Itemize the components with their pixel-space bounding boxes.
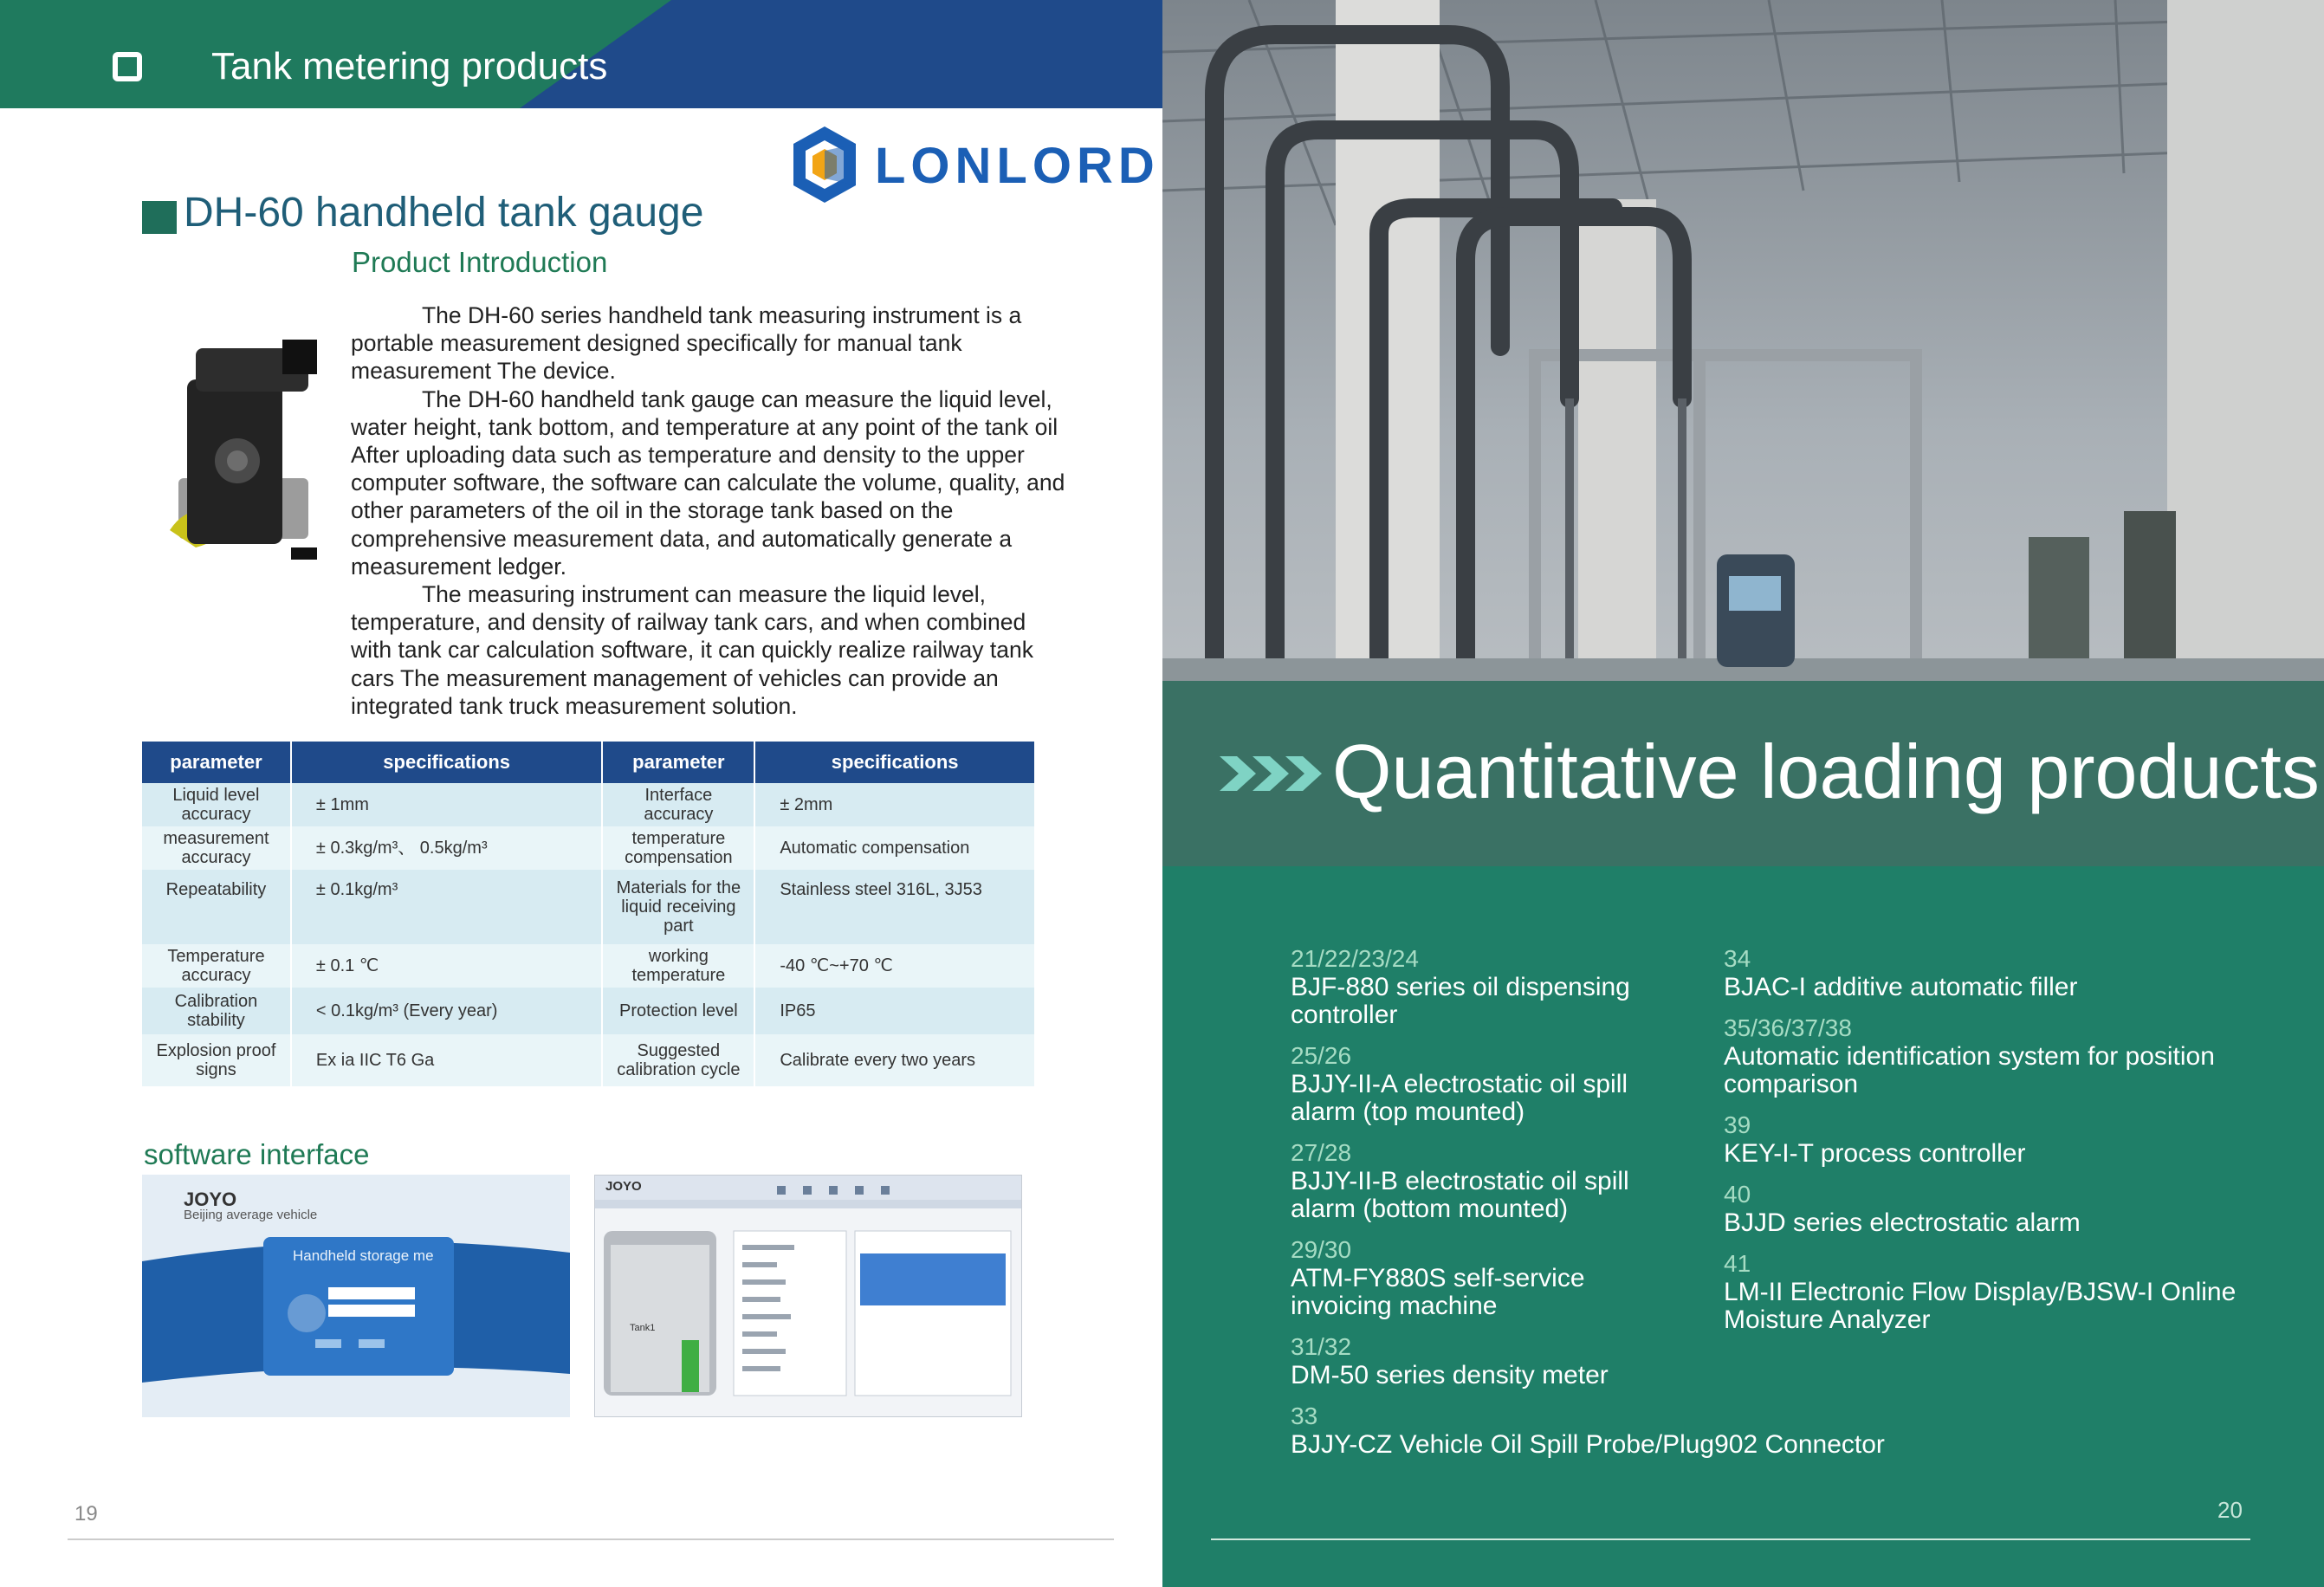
- page-number: 20: [2217, 1497, 2243, 1523]
- spec-table: [142, 742, 1036, 1086]
- toc-column-right: [1724, 944, 2243, 1346]
- login-title: Handheld storage me: [293, 1247, 434, 1264]
- table-header-row: [142, 742, 1035, 783]
- toc-page-range: 34: [1724, 945, 1751, 972]
- logo-text: LONLORD: [875, 138, 1160, 194]
- product-marker-icon: [142, 201, 177, 234]
- table-cell: measurement accuracy: [142, 826, 291, 870]
- triple-chevron-icon: [1220, 743, 1332, 804]
- table-cell: Ex ia IIC T6 Ga: [291, 1034, 603, 1086]
- tank-label: Tank1: [630, 1323, 656, 1333]
- toc-entry-title: KEY-I-T process controller: [1724, 1139, 2026, 1168]
- toc-entry-title: BJAC-I additive automatic filler: [1724, 973, 2078, 1001]
- toc-page-range: 39: [1724, 1111, 1751, 1138]
- table-cell: ± 1mm: [291, 783, 603, 826]
- toc-entry-title: BJJY-II-A electrostatic oil spill alarm (top mounted): [1291, 1070, 1628, 1126]
- table-cell: temperature compensation: [602, 826, 754, 870]
- software-screenshot-tank: [594, 1175, 1022, 1417]
- table-cell: Interface accuracy: [602, 783, 754, 826]
- joyo-brand: JOYO: [605, 1179, 642, 1194]
- tank-gauge-image: [161, 331, 338, 563]
- table-cell: Repeatability: [142, 870, 291, 944]
- table-cell: ± 0.1kg/m³: [291, 870, 603, 944]
- table-cell: Materials for the liquid receiving part: [602, 870, 754, 944]
- column-header: parameter: [602, 742, 754, 783]
- table-cell: Protection level: [602, 988, 754, 1034]
- toc-page-range: 21/22/23/24: [1291, 945, 1419, 972]
- intro-paragraph-1: The DH-60 series handheld tank measuring instrument is a portable measurement designed specifically for manual tank measurement The device.: [351, 302, 1022, 385]
- toc-page-range: 41: [1724, 1250, 1751, 1277]
- column-header: specifications: [754, 742, 1035, 783]
- toc-page-range: 40: [1724, 1181, 1751, 1208]
- column-header: specifications: [291, 742, 603, 783]
- table-cell: < 0.1kg/m³ (Every year): [291, 988, 603, 1034]
- table-cell: ± 0.3kg/m³、 0.5kg/m³: [291, 826, 603, 870]
- table-cell: IP65: [754, 988, 1035, 1034]
- intro-subtitle: Product Introduction: [352, 246, 608, 278]
- table-cell: ± 0.1 ℃: [291, 944, 603, 988]
- table-cell: Suggested calibration cycle: [602, 1034, 754, 1086]
- software-screenshot-login: [142, 1175, 570, 1417]
- intro-paragraph-2: The DH-60 handheld tank gauge can measure the liquid level, water height, tank bottom, and temperature at any point of the tank oil After uploading data such as temperature and density to the upper computer software, the software can calculate the volume, quality, and other parameters of the oil in the storage tank based on the comprehensive measurement data, and automatically generate a measurement ledger.: [351, 385, 1065, 580]
- table-cell: working temperature: [602, 944, 754, 988]
- software-title: software interface: [144, 1138, 370, 1170]
- lonlord-logo-icon: [790, 125, 859, 204]
- table-cell: Calibration stability: [142, 988, 291, 1034]
- table-cell: -40 ℃~+70 ℃: [754, 944, 1035, 988]
- product-title: DH-60 handheld tank gauge: [184, 190, 704, 236]
- intro-paragraph-3: The measuring instrument can measure the liquid level, temperature, and density of railway tank cars, and when combined with tank car calculation software, it can quickly realize railway tank cars The measurement management of vehicles can provide an integrated tank truck measurement solution.: [351, 581, 1033, 719]
- intro-text: [351, 301, 1070, 720]
- table-row: [142, 944, 1035, 988]
- toc-page-range: 33: [1291, 1402, 1318, 1429]
- section-title: Tank metering products: [211, 45, 608, 87]
- toc-entry-title: BJF-880 series oil dispensing controller: [1291, 973, 1630, 1029]
- toc-page-range: 31/32: [1291, 1333, 1352, 1360]
- table-cell: Stainless steel 316L, 3J53: [754, 870, 1035, 944]
- table-row: [142, 783, 1035, 826]
- toc-entry-title: LM-II Electronic Flow Display/BJSW-I Online Moisture Analyzer: [1724, 1278, 2237, 1334]
- right-page: [1162, 0, 2324, 1587]
- toc-page-range: 29/30: [1291, 1236, 1352, 1263]
- table-cell: Temperature accuracy: [142, 944, 291, 988]
- toc-page-range: 27/28: [1291, 1139, 1352, 1166]
- table-cell: Explosion proof signs: [142, 1034, 291, 1086]
- table-row: [142, 826, 1035, 870]
- toc-entry-title: BJJD series electrostatic alarm: [1724, 1208, 2081, 1237]
- toc-entry-title: DM-50 series density meter: [1291, 1361, 1609, 1389]
- table-cell: Liquid level accuracy: [142, 783, 291, 826]
- toc-entry-title: BJJY-II-B electrostatic oil spill alarm (bottom mounted): [1291, 1167, 1629, 1223]
- toc-page-range: 25/26: [1291, 1042, 1352, 1069]
- footer-divider: [1211, 1538, 2250, 1540]
- page-number: 19: [74, 1502, 98, 1525]
- joyo-brand: JOYO: [184, 1189, 237, 1210]
- table-row: [142, 988, 1035, 1034]
- table-cell: Automatic compensation: [754, 826, 1035, 870]
- toc-entry-title: Automatic identification system for position comparison: [1724, 1042, 2215, 1098]
- table-row: [142, 1034, 1035, 1086]
- column-header: parameter: [142, 742, 291, 783]
- toc-entry-title: ATM-FY880S self-service invoicing machine: [1291, 1264, 1585, 1320]
- toc-entry-title: BJJY-CZ Vehicle Oil Spill Probe/Plug902 Connector: [1291, 1430, 1885, 1459]
- toc-page-range: 35/36/37/38: [1724, 1014, 1852, 1041]
- footer-divider: [68, 1538, 1114, 1540]
- table-row: [142, 870, 1035, 944]
- brand-line: Beijing average vehicle: [184, 1208, 318, 1222]
- table-cell: Calibrate every two years: [754, 1034, 1035, 1086]
- table-cell: ± 2mm: [754, 783, 1035, 826]
- checkbox-icon: [113, 52, 142, 81]
- banner-title: Quantitative loading products: [1332, 729, 2320, 814]
